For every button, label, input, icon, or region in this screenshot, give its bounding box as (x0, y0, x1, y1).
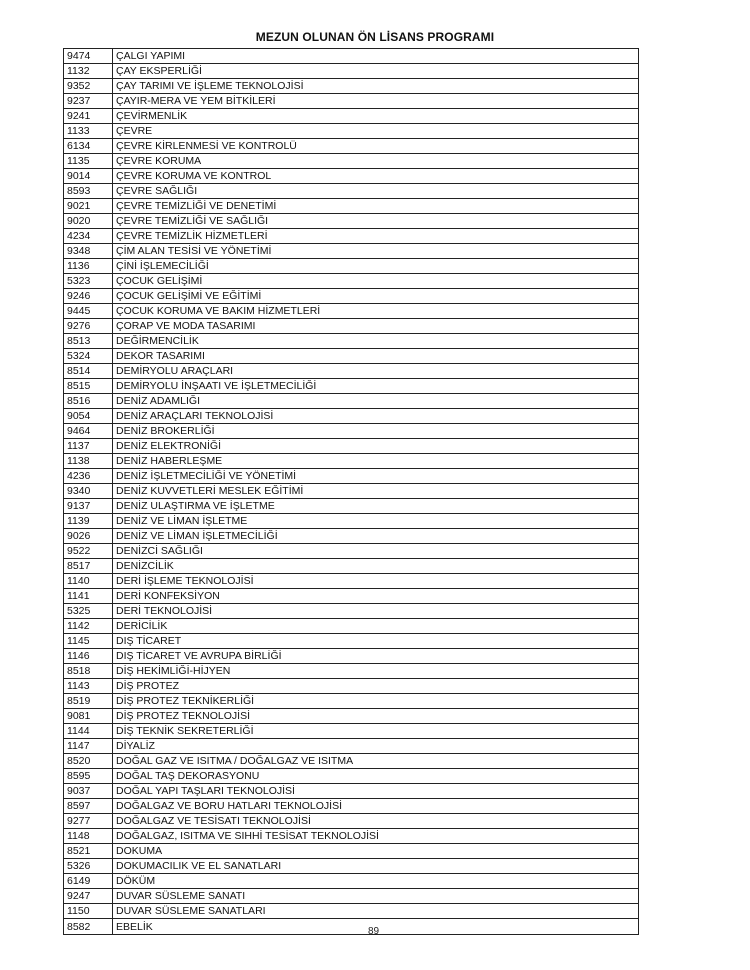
table-row (64, 454, 639, 469)
program-code-cell: 1137 (64, 439, 113, 454)
program-code-cell: 8516 (64, 394, 113, 409)
program-code-cell: 8517 (64, 559, 113, 574)
table-row (64, 109, 639, 124)
program-code-cell: 1141 (64, 589, 113, 604)
program-name-cell: ÇEVRE TEMİZLİĞİ VE DENETİMİ (113, 199, 639, 214)
program-code-cell: 9241 (64, 109, 113, 124)
program-name-cell: ÇOCUK KORUMA VE BAKIM HİZMETLERİ (113, 304, 639, 319)
program-code-cell: 8519 (64, 694, 113, 709)
program-name-cell: DİŞ TEKNİK SEKRETERLİĞİ (113, 724, 639, 739)
program-code-cell: 9276 (64, 319, 113, 334)
program-name-cell: ÇİM ALAN TESİSİ VE YÖNETİMİ (113, 244, 639, 259)
program-code-cell: 9474 (64, 49, 113, 64)
table-row (64, 244, 639, 259)
table-row (64, 424, 639, 439)
program-name-cell: DOKUMACILIK VE EL SANATLARI (113, 859, 639, 874)
program-code-cell: 1138 (64, 454, 113, 469)
program-name-cell: DİŞ HEKİMLİĞİ-HİJYEN (113, 664, 639, 679)
table-row (64, 694, 639, 709)
program-code-cell: 9340 (64, 484, 113, 499)
program-code-cell: 9445 (64, 304, 113, 319)
table-row (64, 304, 639, 319)
table-row (64, 64, 639, 79)
program-code-cell: 9277 (64, 814, 113, 829)
program-name-cell: ÇORAP VE MODA TASARIMI (113, 319, 639, 334)
program-name-cell: DENİZ ULAŞTIRMA VE İŞLETME (113, 499, 639, 514)
table-row (64, 499, 639, 514)
program-name-cell: DENİZCİ SAĞLIĞI (113, 544, 639, 559)
program-code-cell: 5325 (64, 604, 113, 619)
table-row (64, 469, 639, 484)
program-name-cell: ÇİNİ İŞLEMECİLİĞİ (113, 259, 639, 274)
table-row (64, 709, 639, 724)
program-code-cell: 8582 (64, 919, 113, 935)
table-row (64, 184, 639, 199)
program-name-cell: DOĞAL TAŞ DEKORASYONU (113, 769, 639, 784)
program-code-cell: 9054 (64, 409, 113, 424)
program-code-cell: 4236 (64, 469, 113, 484)
program-name-cell: DEKOR TASARIMI (113, 349, 639, 364)
program-name-cell: DOĞAL YAPI TAŞLARI TEKNOLOJİSİ (113, 784, 639, 799)
program-name-cell: ÇEVRE KORUMA VE KONTROL (113, 169, 639, 184)
program-code-cell: 9037 (64, 784, 113, 799)
program-name-cell: DUVAR SÜSLEME SANATI (113, 889, 639, 904)
table-row (64, 409, 639, 424)
table-row (64, 259, 639, 274)
program-name-cell: EBELİK (113, 919, 639, 935)
program-name-cell: DEMİRYOLU İNŞAATI VE İŞLETMECİLİĞİ (113, 379, 639, 394)
program-code-cell: 1145 (64, 634, 113, 649)
program-name-cell: DİYALİZ (113, 739, 639, 754)
program-table (63, 48, 639, 935)
program-code-cell: 1136 (64, 259, 113, 274)
table-row (64, 229, 639, 244)
table-row (64, 889, 639, 904)
program-code-cell: 8515 (64, 379, 113, 394)
program-code-cell: 9348 (64, 244, 113, 259)
program-name-cell: DERİ KONFEKSİYON (113, 589, 639, 604)
table-row (64, 319, 639, 334)
program-name-cell: DOĞALGAZ, ISITMA VE SIHHİ TESİSAT TEKNOLOJİSİ (113, 829, 639, 844)
program-name-cell: DUVAR SÜSLEME SANATLARI (113, 904, 639, 919)
table-row (64, 514, 639, 529)
program-code-cell: 9522 (64, 544, 113, 559)
program-code-cell: 8593 (64, 184, 113, 199)
program-code-cell: 8518 (64, 664, 113, 679)
table-row (64, 559, 639, 574)
program-code-cell: 5326 (64, 859, 113, 874)
program-code-cell: 5324 (64, 349, 113, 364)
program-name-cell: ÇEVRE TEMİZLİĞİ VE SAĞLIĞI (113, 214, 639, 229)
program-name-cell: DENİZ KUVVETLERİ MESLEK EĞİTİMİ (113, 484, 639, 499)
program-name-cell: DOĞALGAZ VE BORU HATLARI TEKNOLOJİSİ (113, 799, 639, 814)
program-name-cell: DENİZ ADAMLIĞI (113, 394, 639, 409)
program-code-cell: 6134 (64, 139, 113, 154)
program-name-cell: DENİZ ELEKTRONİĞİ (113, 439, 639, 454)
program-code-cell: 9014 (64, 169, 113, 184)
program-code-cell: 4234 (64, 229, 113, 244)
program-name-cell: DENİZ VE LİMAN İŞLETME (113, 514, 639, 529)
program-name-cell: DENİZCİLİK (113, 559, 639, 574)
table-row (64, 754, 639, 769)
program-name-cell: DİŞ PROTEZ TEKNOLOJİSİ (113, 709, 639, 724)
program-name-cell: DEĞİRMENCİLİK (113, 334, 639, 349)
table-row (64, 859, 639, 874)
program-name-cell: ÇEVRE SAĞLIĞI (113, 184, 639, 199)
program-name-cell: ÇEVİRMENLİK (113, 109, 639, 124)
program-name-cell: ÇAY EKSPERLİĞİ (113, 64, 639, 79)
table-row (64, 844, 639, 859)
program-name-cell: DIŞ TİCARET VE AVRUPA BİRLİĞİ (113, 649, 639, 664)
program-name-cell: DÖKÜM (113, 874, 639, 889)
program-code-cell: 9246 (64, 289, 113, 304)
table-row (64, 814, 639, 829)
program-name-cell: DEMİRYOLU ARAÇLARI (113, 364, 639, 379)
program-name-cell: ÇEVRE KORUMA (113, 154, 639, 169)
table-row (64, 634, 639, 649)
table-row (64, 139, 639, 154)
program-name-cell: DIŞ TİCARET (113, 634, 639, 649)
table-row (64, 529, 639, 544)
program-name-cell: DENİZ İŞLETMECİLİĞİ VE YÖNETİMİ (113, 469, 639, 484)
table-row (64, 154, 639, 169)
program-code-cell: 9026 (64, 529, 113, 544)
table-row (64, 544, 639, 559)
program-code-cell: 9020 (64, 214, 113, 229)
program-table-container (63, 48, 639, 935)
page-number: 89 (368, 926, 380, 937)
table-row (64, 274, 639, 289)
program-table-body (64, 49, 639, 935)
table-row (64, 214, 639, 229)
table-row (64, 349, 639, 364)
table-row (64, 724, 639, 739)
program-name-cell: DOĞALGAZ VE TESİSATI TEKNOLOJİSİ (113, 814, 639, 829)
program-code-cell: 1142 (64, 619, 113, 634)
program-name-cell: DERİ İŞLEME TEKNOLOJİSİ (113, 574, 639, 589)
table-row (64, 199, 639, 214)
table-row (64, 574, 639, 589)
program-code-cell: 9352 (64, 79, 113, 94)
program-code-cell: 8520 (64, 754, 113, 769)
program-code-cell: 8597 (64, 799, 113, 814)
program-code-cell: 9021 (64, 199, 113, 214)
program-name-cell: DİŞ PROTEZ TEKNİKERLİĞİ (113, 694, 639, 709)
program-name-cell: DERİ TEKNOLOJİSİ (113, 604, 639, 619)
program-code-cell: 1133 (64, 124, 113, 139)
program-name-cell: DERİCİLİK (113, 619, 639, 634)
table-row (64, 379, 639, 394)
program-name-cell: DOKUMA (113, 844, 639, 859)
table-row (64, 799, 639, 814)
table-row (64, 289, 639, 304)
program-code-cell: 9137 (64, 499, 113, 514)
program-code-cell: 1132 (64, 64, 113, 79)
program-name-cell: ÇEVRE TEMİZLİK HİZMETLERİ (113, 229, 639, 244)
program-code-cell: 1140 (64, 574, 113, 589)
program-name-cell: DİŞ PROTEZ (113, 679, 639, 694)
program-code-cell: 8513 (64, 334, 113, 349)
table-row (64, 739, 639, 754)
table-row (64, 94, 639, 109)
program-code-cell: 1146 (64, 649, 113, 664)
table-row (64, 769, 639, 784)
page-title: MEZUN OLUNAN ÖN LİSANS PROGRAMI (255, 30, 495, 44)
table-row (64, 919, 639, 935)
program-code-cell: 8595 (64, 769, 113, 784)
table-row (64, 49, 639, 64)
program-code-cell: 5323 (64, 274, 113, 289)
program-code-cell: 1135 (64, 154, 113, 169)
program-code-cell: 1143 (64, 679, 113, 694)
table-row (64, 904, 639, 919)
table-row (64, 364, 639, 379)
table-row (64, 784, 639, 799)
program-name-cell: DENİZ BROKERLİĞİ (113, 424, 639, 439)
program-code-cell: 8514 (64, 364, 113, 379)
program-code-cell: 1148 (64, 829, 113, 844)
table-row (64, 664, 639, 679)
program-name-cell: ÇOCUK GELİŞİMİ (113, 274, 639, 289)
program-name-cell: ÇAY TARIMI VE İŞLEME TEKNOLOJİSİ (113, 79, 639, 94)
program-code-cell: 9464 (64, 424, 113, 439)
table-row (64, 649, 639, 664)
table-row (64, 334, 639, 349)
program-code-cell: 9237 (64, 94, 113, 109)
table-row (64, 169, 639, 184)
table-row (64, 619, 639, 634)
program-name-cell: ÇEVRE (113, 124, 639, 139)
table-row (64, 604, 639, 619)
table-row (64, 679, 639, 694)
program-name-cell: ÇAYIR-MERA VE YEM BİTKİLERİ (113, 94, 639, 109)
program-name-cell: DENİZ ARAÇLARI TEKNOLOJİSİ (113, 409, 639, 424)
table-row (64, 394, 639, 409)
table-row (64, 439, 639, 454)
program-name-cell: ÇEVRE KİRLENMESİ VE KONTROLÜ (113, 139, 639, 154)
table-row (64, 124, 639, 139)
program-code-cell: 1147 (64, 739, 113, 754)
program-code-cell: 1150 (64, 904, 113, 919)
table-row (64, 589, 639, 604)
table-row (64, 79, 639, 94)
program-code-cell: 9081 (64, 709, 113, 724)
program-code-cell: 1144 (64, 724, 113, 739)
program-name-cell: DENİZ HABERLEŞME (113, 454, 639, 469)
program-code-cell: 8521 (64, 844, 113, 859)
program-name-cell: ÇOCUK GELİŞİMİ VE EĞİTİMİ (113, 289, 639, 304)
program-code-cell: 9247 (64, 889, 113, 904)
program-code-cell: 6149 (64, 874, 113, 889)
table-row (64, 484, 639, 499)
table-row (64, 874, 639, 889)
program-name-cell: ÇALGI YAPIMI (113, 49, 639, 64)
program-name-cell: DOĞAL GAZ VE ISITMA / DOĞALGAZ VE ISITMA (113, 754, 639, 769)
table-row (64, 829, 639, 844)
program-code-cell: 1139 (64, 514, 113, 529)
program-name-cell: DENİZ VE LİMAN İŞLETMECİLİĞİ (113, 529, 639, 544)
